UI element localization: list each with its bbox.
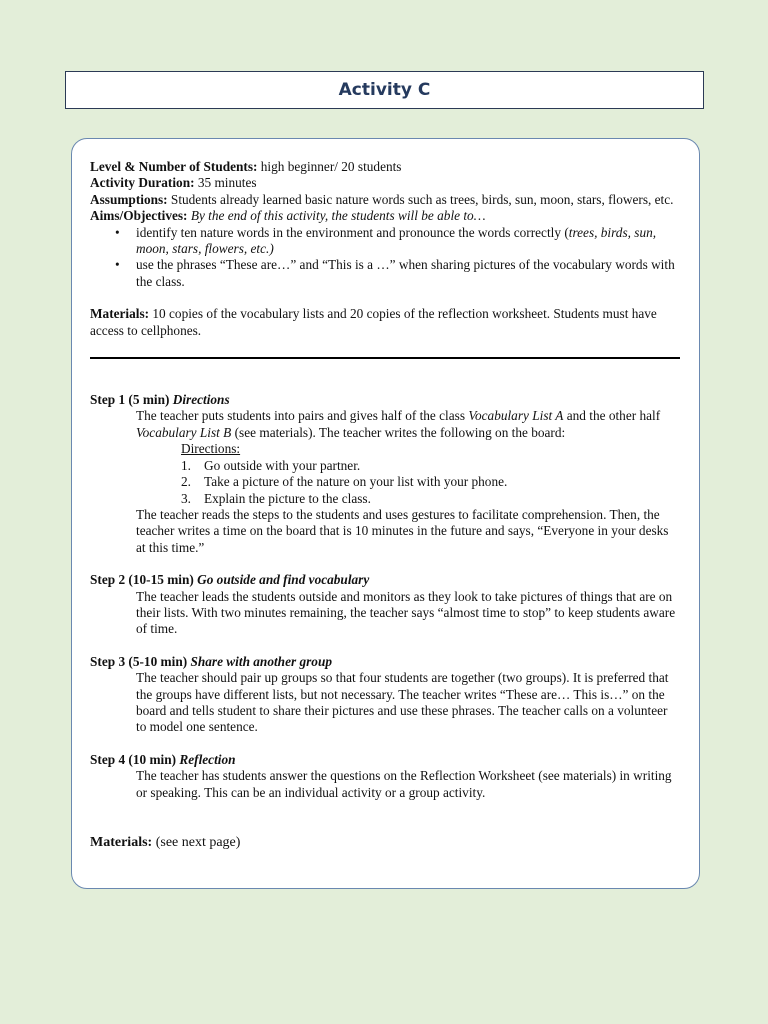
list-item: 2. Take a picture of the nature on your list with your phone. [181, 474, 508, 490]
list-item: 1. Go outside with your partner. [181, 457, 361, 473]
title-box [65, 71, 704, 109]
assumptions-value: Students already learned basic nature words such as trees, birds, sun, moon, stars, flowers, etc. [167, 191, 674, 207]
duration-label: Activity Duration: [90, 175, 195, 191]
duration-value: 35 minutes [194, 175, 257, 191]
aims-label: Aims/Objectives: [90, 208, 188, 224]
activity-content [90, 159, 680, 851]
level-label: Level & Number of Students: [90, 159, 258, 174]
objectives-list [90, 225, 680, 291]
step-3-body: The teacher should pair up groups so that four students are together (two groups). It is preferred that the groups have different lists, but not necessary. The teacher writes “These are… This is…” on the board and tells student to share their pictures and use these phrases. The teacher calls on a volunteer to model one sentence. [136, 670, 669, 735]
aims-line [90, 208, 680, 224]
list-item: • use the phrases “These are…” and “This is a …” when sharing pictures of the vocabulary words with the class. [90, 257, 680, 290]
directions-title: Directions: [181, 441, 241, 457]
step-4-body: The teacher has students answer the questions on the Reflection Worksheet (see materials) in writing or speaking. This can be an individual activity or a group activity. [136, 768, 672, 800]
aims-value: By the end of this activity, the students will be able to… [187, 208, 486, 224]
step-4-heading: Step 4 (10 min) Reflection [90, 751, 236, 767]
materials-value: 10 copies of the vocabulary lists and 20 copies of the reflection worksheet. Students must have access to cellphones. [90, 306, 657, 338]
page-title: Activity C [338, 80, 431, 100]
step-1-body: The teacher puts students into pairs and gives half of the class Vocabulary List A and the other half Vocabulary List B (see materials). The teacher writes the following on the board: Directions: 1. Go outside with your partner. 2. Take a picture of the nature on your list with your phone. 3. Explain the picture to the class. The teacher reads the steps to the students and uses gestures to facilitate comprehension. Then, the teacher writes a time on the board that is 10 minutes in the future and says, “Everyone in your desks at this time.” [90, 408, 680, 556]
assumptions-line [90, 192, 680, 208]
assumptions-label: Assumptions: [90, 191, 168, 207]
step-1-after: The teacher reads the steps to the students and uses gestures to facilitate comprehension. Then, the teacher writes a time on the board that is 10 minutes in the future and says, “Everyone in your desks at this time.” [136, 506, 669, 555]
step-2-heading: Step 2 (10-15 min) Go outside and find vocabulary [90, 572, 370, 588]
step-3-heading: Step 3 (5-10 min) Share with another group [90, 653, 332, 669]
level-value: high beginner/ 20 students [257, 159, 402, 174]
step-1-heading: Step 1 (5 min) Directions [90, 392, 230, 408]
duration-line [90, 175, 680, 191]
materials-line [90, 306, 680, 339]
materials-label: Materials: [90, 306, 150, 322]
step-2-body: The teacher leads the students outside and monitors as they look to take pictures of things that are on their lists. With two minutes remaining, the teacher says “almost time to stop” to keep students aware of time. [136, 588, 676, 637]
list-item: • identify ten nature words in the environment and pronounce the words correctly (trees, birds, sun, moon, stars, flowers, etc.) [90, 225, 680, 258]
level-line [90, 159, 680, 175]
board-directions [136, 441, 680, 507]
directions-list [181, 458, 680, 507]
footer-materials: Materials: (see next page) [90, 835, 241, 850]
list-item: 3. Explain the picture to the class. [181, 490, 371, 506]
